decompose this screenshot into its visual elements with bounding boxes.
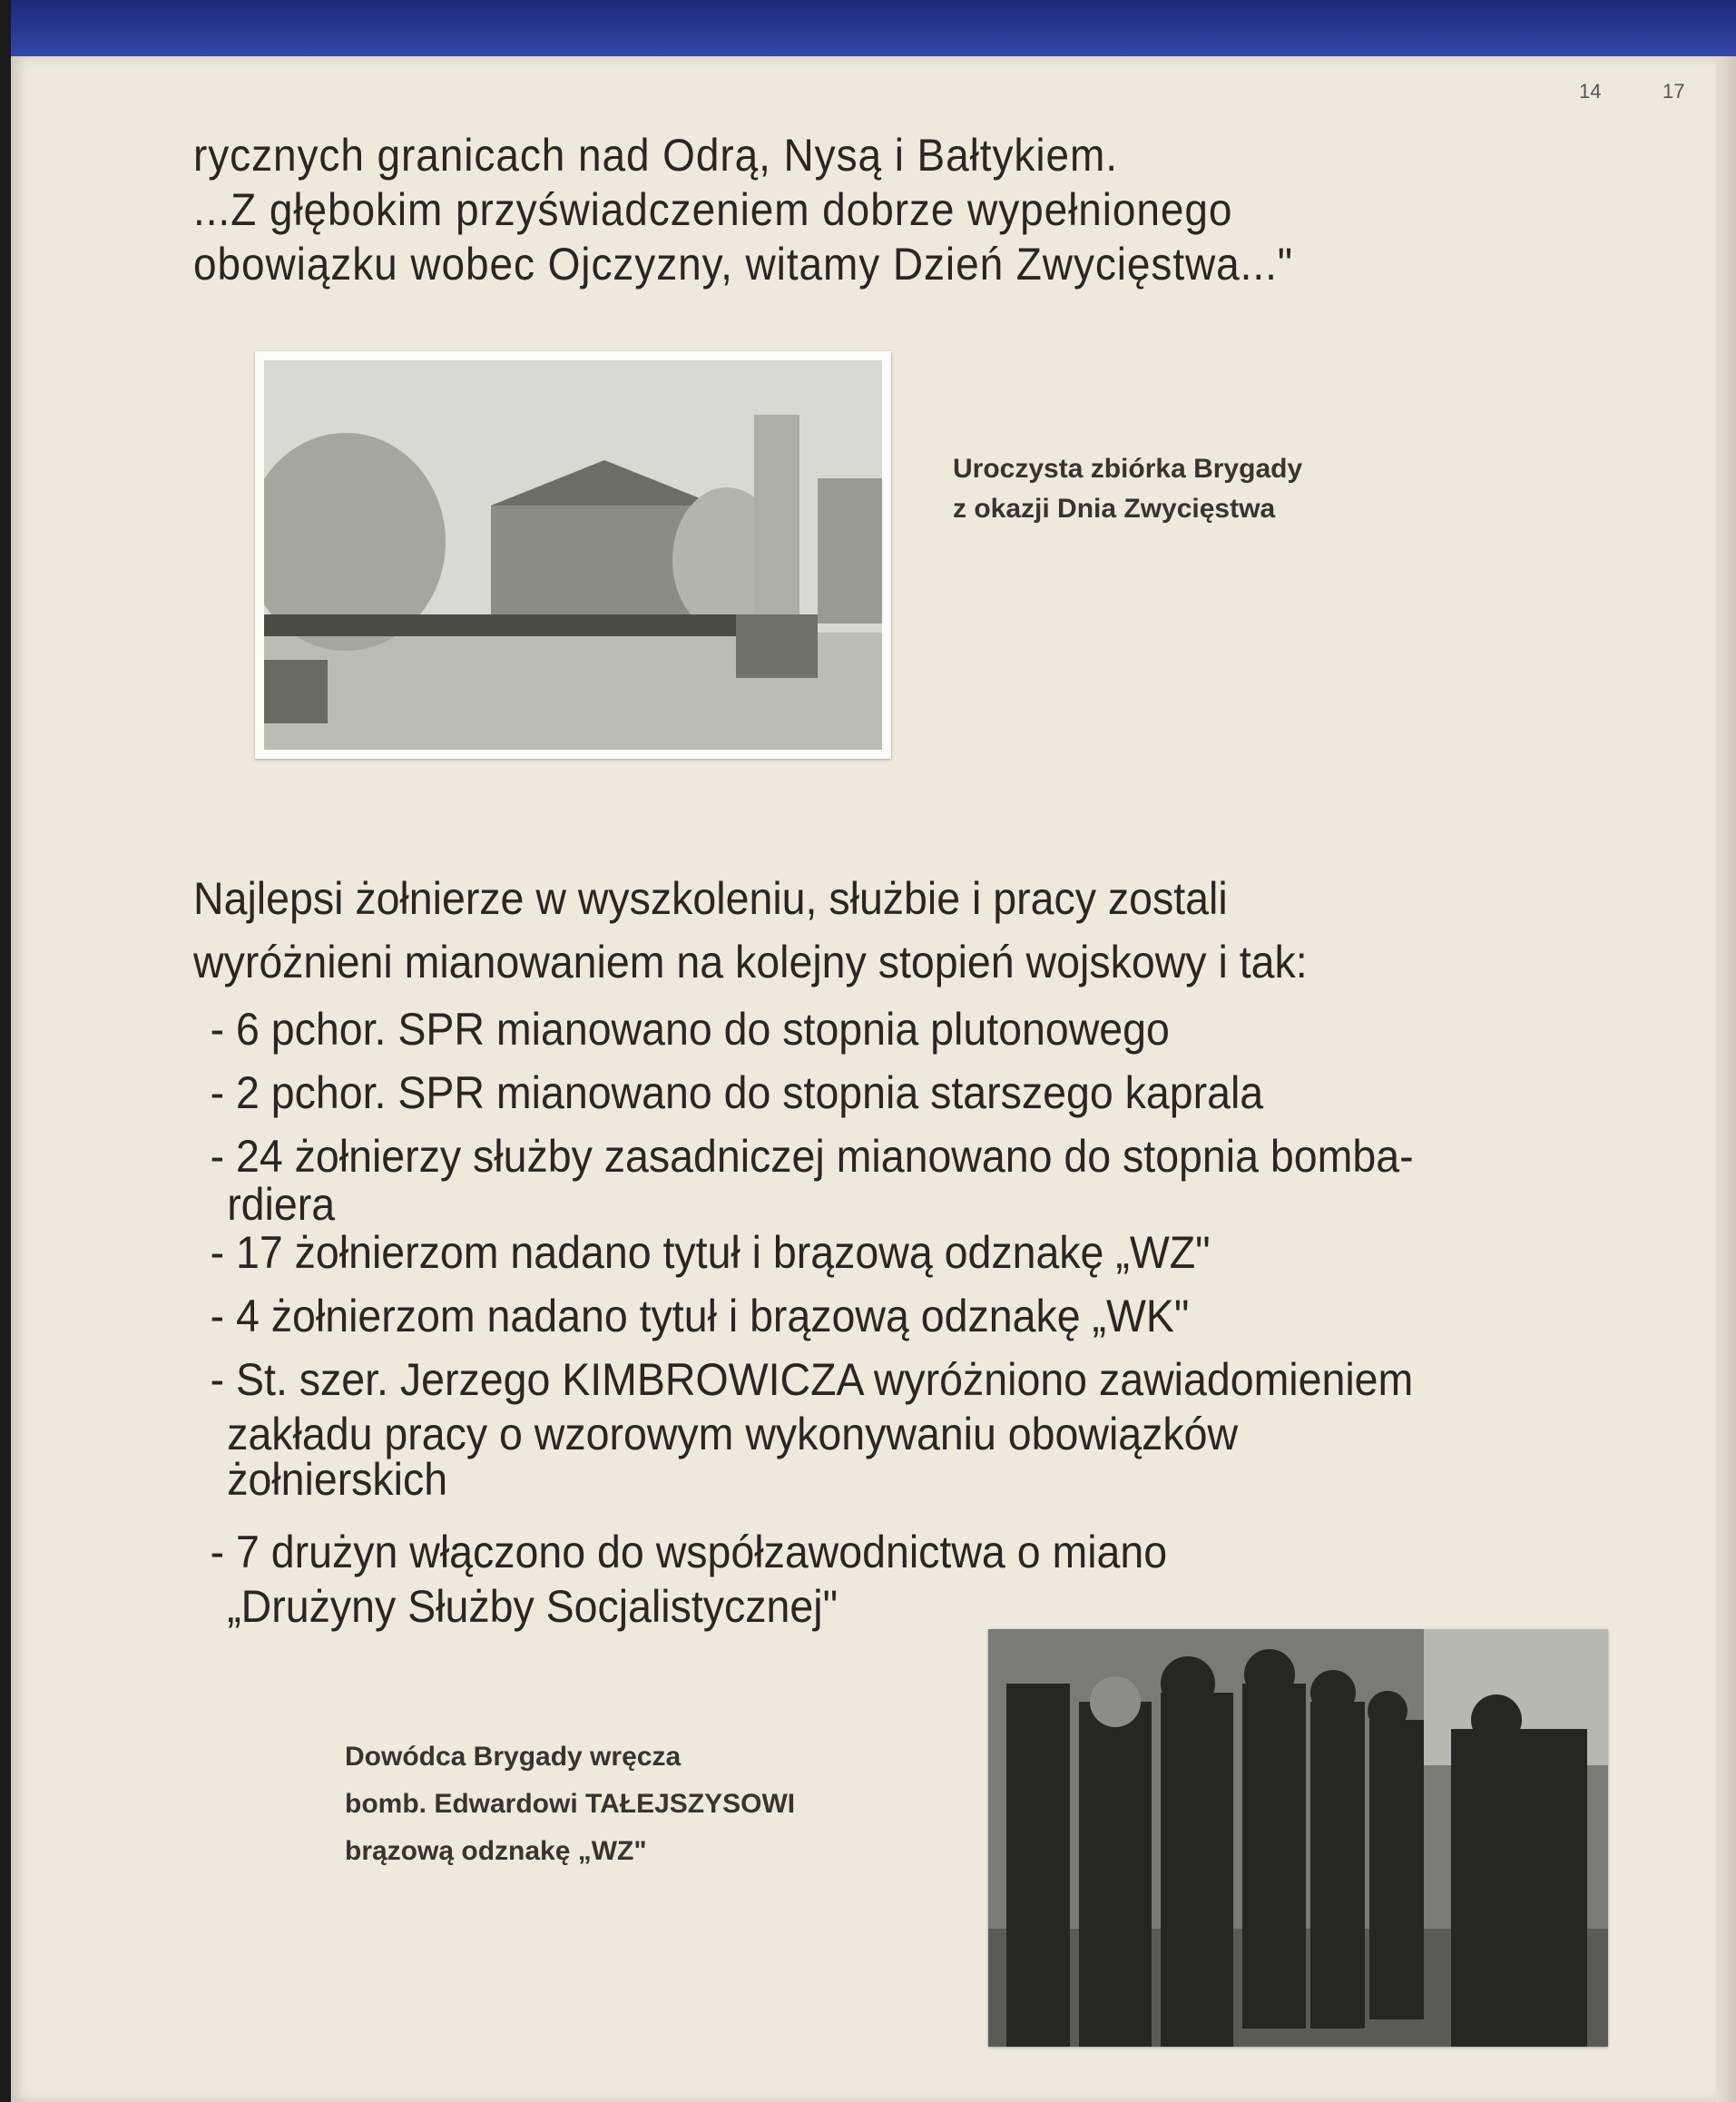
list-item: - St. szer. Jerzego KIMBROWICZA wyróżniono zawiadomieniem — [210, 1354, 1414, 1405]
caption-line: brązową odznakę „WZ" — [345, 1836, 647, 1866]
top-text-line: ...Z głębokim przyświadczeniem dobrze wypełnionego — [193, 184, 1233, 235]
list-item: - 4 żołnierzom nadano tytuł i brązową odznakę „WK" — [210, 1291, 1190, 1341]
list-item-cont: żołnierskich — [227, 1454, 448, 1505]
caption-line: z okazji Dnia Zwycięstwa — [953, 494, 1276, 524]
top-text-line: obowiązku wobec Ojczyzny, witamy Dzień Zwycięstwa..." — [193, 239, 1294, 290]
list-item: - 2 pchor. SPR mianowano do stopnia starszego kaprala — [210, 1067, 1264, 1118]
list-item-cont: „Drużyny Służby Socjalistycznej" — [227, 1581, 839, 1632]
photo2-caption — [345, 1734, 795, 1875]
list-item-cont: rdiera — [227, 1179, 336, 1230]
list-item: - 17 żołnierzom nadano tytuł i brązową odznakę „WZ" — [210, 1227, 1211, 1278]
list-item-cont: zakładu pracy o wzorowym wykonywaniu obowiązków — [227, 1409, 1239, 1459]
page-number-alt: 17 — [1662, 80, 1685, 103]
award-photo-image — [988, 1629, 1608, 2047]
intro-line: Najlepsi żołnierze w wyszkoleniu, służbie i pracy zostali — [193, 873, 1228, 924]
intro-line: wyróżnieni mianowaniem na kolejny stopień wojskowy i tak: — [193, 937, 1308, 987]
caption-line: Dowódca Brygady wręcza — [345, 1742, 682, 1772]
list-item: - 6 pchor. SPR mianowano do stopnia plutonowego — [210, 1004, 1170, 1055]
list-item: - 24 żołnierzy służby zasadniczej mianowano do stopnia bomba- — [210, 1131, 1414, 1182]
parade-photo-image — [264, 360, 882, 750]
list-item: - 7 drużyn włączono do współzawodnictwa o miano — [210, 1527, 1168, 1577]
album-spine — [0, 0, 11, 2102]
album-cover-top — [0, 0, 1736, 56]
caption-line: bomb. Edwardowi TAŁEJSZYSOWI — [345, 1789, 796, 1819]
page-number: 14 — [1579, 80, 1602, 103]
caption-line: Uroczysta zbiórka Brygady — [953, 454, 1303, 484]
main-text — [193, 867, 1414, 1632]
photo-award-ceremony — [988, 1629, 1608, 2047]
page-edge — [1716, 56, 1736, 2102]
photo1-caption — [953, 449, 1302, 529]
top-text-line: rycznych granicach nad Odrą, Nysą i Bałtykiem. — [193, 130, 1118, 181]
photo-parade — [255, 351, 891, 759]
